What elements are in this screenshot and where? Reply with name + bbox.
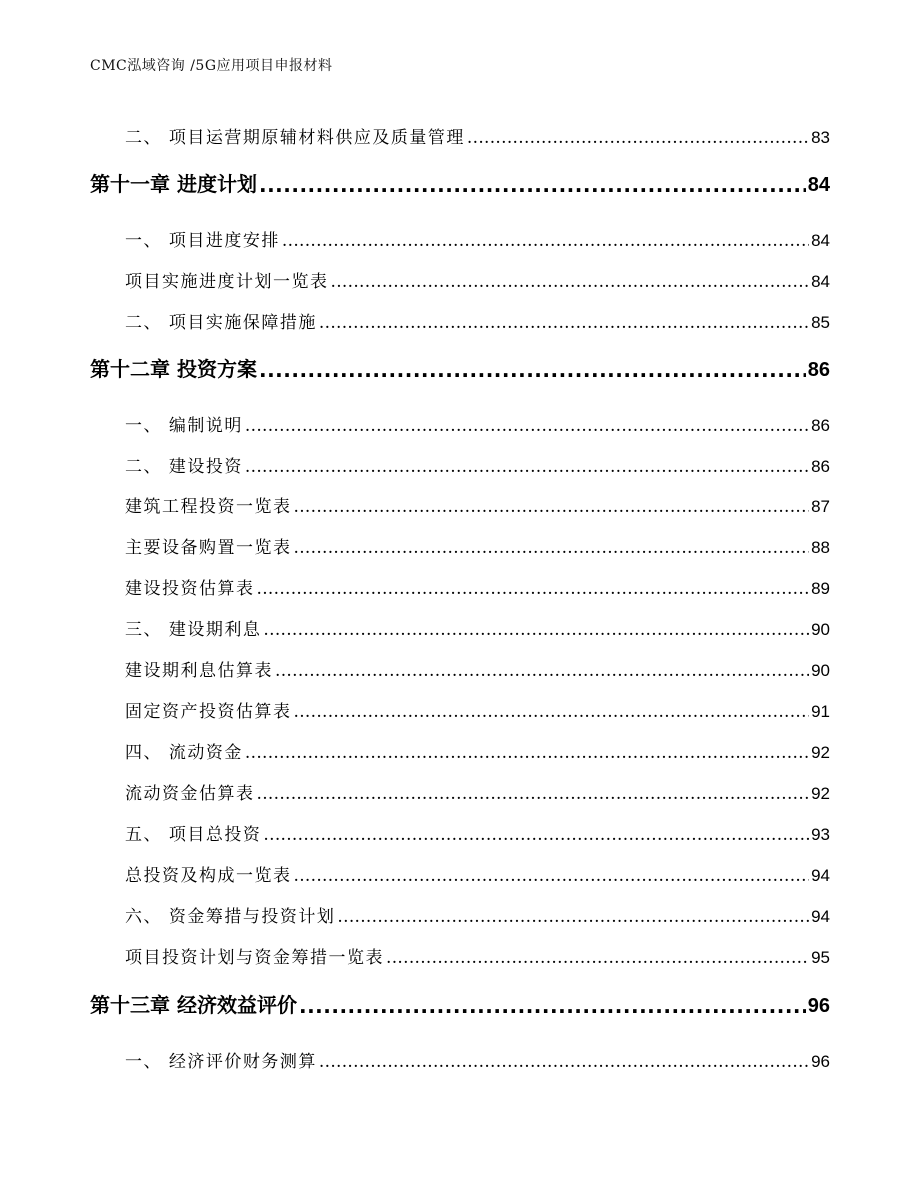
toc-entry-section[interactable] (0, 897, 920, 927)
dot-leader (319, 1052, 809, 1072)
toc-entry-title: 总投资及构成一览表 (125, 866, 292, 886)
toc-entry-section[interactable] (0, 610, 920, 640)
toc-entry-table[interactable] (0, 569, 920, 599)
toc-entry-title: 建筑工程投资一览表 (125, 497, 292, 517)
toc-entry-chapter[interactable] (0, 352, 920, 382)
dot-leader (294, 538, 810, 558)
toc-entry-page: 83 (811, 128, 830, 147)
toc-entry-section[interactable] (0, 447, 920, 477)
toc-entry-page: 88 (811, 538, 830, 557)
toc-entry-page: 86 (811, 457, 830, 476)
dot-leader (337, 907, 809, 927)
dot-leader (294, 702, 810, 722)
dot-leader (275, 661, 809, 681)
toc-entry-section[interactable] (0, 406, 920, 436)
dot-leader (282, 231, 809, 251)
toc-entry-page: 96 (811, 1052, 830, 1071)
dot-leader (263, 620, 809, 640)
toc-entry-table[interactable] (0, 692, 920, 722)
toc-entry-page: 84 (811, 272, 830, 291)
toc-entry-page: 92 (811, 784, 830, 803)
toc-entry-section[interactable] (0, 221, 920, 251)
toc-entry-page: 91 (811, 702, 830, 721)
dot-leader (467, 128, 809, 148)
dot-leader (245, 457, 809, 477)
toc-entry-page: 90 (811, 661, 830, 680)
toc-entry-title: 第十一章 进度计划 (90, 172, 257, 196)
toc-entry-title: 二、 建设投资 (125, 457, 243, 477)
toc-entry-title: 建设期利息估算表 (125, 661, 273, 681)
dot-leader (331, 272, 810, 292)
running-header: CMC泓域咨询 /5G应用项目申报材料 (90, 58, 333, 74)
toc-entry-page: 93 (811, 825, 830, 844)
toc-entry-title: 四、 流动资金 (125, 743, 243, 763)
dot-leader (257, 579, 810, 599)
toc-entry-page: 92 (811, 743, 830, 762)
dot-leader (294, 497, 810, 517)
toc-entry-page: 96 (807, 995, 830, 1017)
toc-entry-page: 87 (811, 497, 830, 516)
dot-leader (259, 173, 806, 197)
toc-entry-title: 固定资产投资估算表 (125, 702, 292, 722)
dot-leader (263, 825, 809, 845)
toc-entry-table[interactable] (0, 262, 920, 292)
toc-entry-table[interactable] (0, 774, 920, 804)
dot-leader (299, 994, 806, 1018)
toc-entry-title: 项目实施进度计划一览表 (125, 272, 329, 292)
toc-entry-title: 一、 项目进度安排 (125, 231, 280, 251)
toc-entry-section[interactable] (0, 118, 920, 148)
toc-entry-table[interactable] (0, 651, 920, 681)
toc-entry-table[interactable] (0, 487, 920, 517)
toc-entry-page: 84 (807, 174, 830, 196)
toc-entry-table[interactable] (0, 856, 920, 886)
dot-leader (245, 416, 809, 436)
toc-entry-title: 建设投资估算表 (125, 579, 255, 599)
toc-entry-page: 85 (811, 313, 830, 332)
toc-entry-title: 项目投资计划与资金筹措一览表 (125, 948, 384, 968)
toc-entry-page: 94 (811, 866, 830, 885)
toc-entry-title: 五、 项目总投资 (125, 825, 262, 845)
toc-entry-page: 94 (811, 907, 830, 926)
dot-leader (257, 784, 810, 804)
toc-entry-table[interactable] (0, 938, 920, 968)
dot-leader (294, 866, 810, 886)
toc-entry-title: 二、 项目实施保障措施 (125, 313, 317, 333)
toc-entry-title: 第十二章 投资方案 (90, 357, 257, 381)
dot-leader (259, 358, 806, 382)
toc-entry-title: 二、 项目运营期原辅材料供应及质量管理 (125, 128, 465, 148)
toc-entry-title: 流动资金估算表 (125, 784, 255, 804)
dot-leader (386, 948, 809, 968)
toc-entry-chapter[interactable] (0, 988, 920, 1018)
toc-entry-section[interactable] (0, 1042, 920, 1072)
toc-entry-page: 90 (811, 620, 830, 639)
toc-entry-page: 84 (811, 231, 830, 250)
toc-entry-title: 一、 经济评价财务测算 (125, 1052, 317, 1072)
toc-entry-title: 六、 资金筹措与投资计划 (125, 907, 336, 927)
toc-entry-page: 89 (811, 579, 830, 598)
header-divider (90, 82, 830, 83)
toc-entry-section[interactable] (0, 815, 920, 845)
toc-entry-chapter[interactable] (0, 167, 920, 197)
dot-leader (245, 743, 809, 763)
dot-leader (319, 313, 809, 333)
toc-entry-section[interactable] (0, 303, 920, 333)
toc-entry-title: 主要设备购置一览表 (125, 538, 292, 558)
toc-entry-page: 86 (807, 359, 830, 381)
toc-entry-title: 第十三章 经济效益评价 (90, 993, 297, 1017)
toc-entry-page: 95 (811, 948, 830, 967)
toc-entry-title: 一、 编制说明 (125, 416, 243, 436)
toc-entry-title: 三、 建设期利息 (125, 620, 262, 640)
toc-entry-section[interactable] (0, 733, 920, 763)
toc-entry-page: 86 (811, 416, 830, 435)
toc-entry-table[interactable] (0, 528, 920, 558)
